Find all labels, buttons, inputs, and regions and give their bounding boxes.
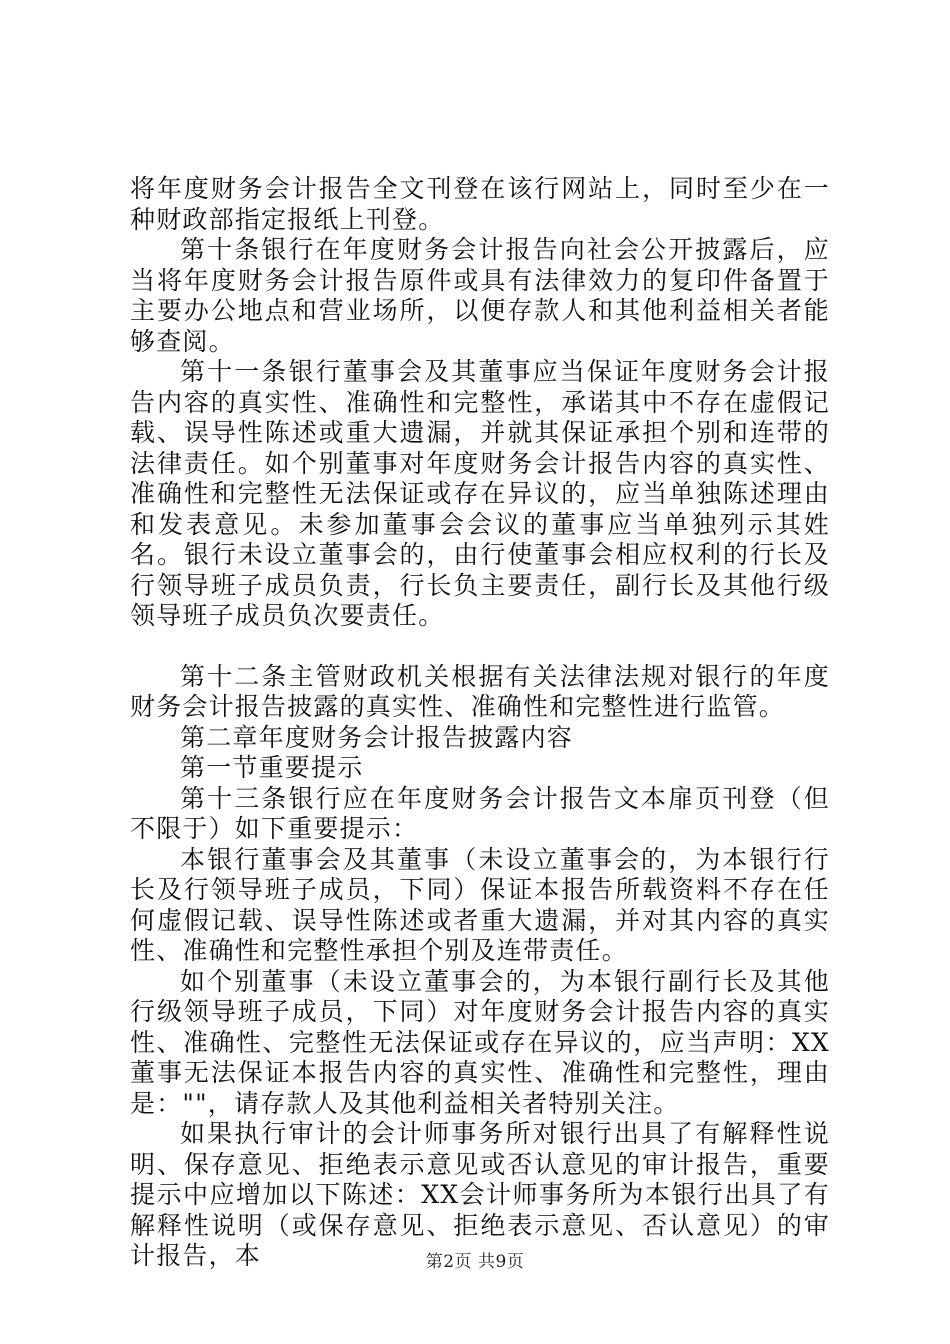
paragraph-article-12: 第十二条主管财政机关根据有关法律法规对银行的年度财务会计报告披露的真实性、准确性和完整性进行监管。 [130,661,830,721]
paragraph-director-objection: 如个别董事（未设立董事会的，为本银行副行长及其他行级领导班子成员，下同）对年度财务会计报告内容的真实性、准确性、完整性无法保证或存在异议的，应当声明：XX董事无法保证本报告内容的真实性、准确性和完整性，理由是：""，请存款人及其他利益相关者特别关注。 [130,966,830,1118]
paragraph-article-10: 第十条银行在年度财务会计报告向社会公开披露后，应当将年度财务会计报告原件或具有法律效力的复印件备置于主要办公地点和营业场所，以便存款人和其他利益相关者能够查阅。 [130,235,830,356]
section-heading: 第一节重要提示 [180,753,364,782]
chapter-heading: 第二章年度财务会计报告披露内容 [180,722,574,752]
document-body [130,174,830,1272]
paragraph-audit-opinion: 如果执行审计的会计师事务所对银行出具了有解释性说明、保存意见、拒绝表示意见或否认意见的审计报告，重要提示中应增加以下陈述：XX会计师事务所为本银行出具了有解释性说明（或保存意见、拒绝表示意见、否认意见）的审计报告，本 [130,1119,830,1270]
paragraph-article-13: 第十三条银行应在年度财务会计报告文本扉页刊登（但不限于）如下重要提示： [130,783,830,843]
paragraph-continuation: 将年度财务会计报告全文刊登在该行网站上，同时至少在一种财政部指定报纸上刊登。 [130,174,830,234]
page-number: 第2页 共9页 [425,1252,525,1272]
paragraph-board-statement: 本银行董事会及其董事（未设立董事会的，为本银行行长及行领导班子成员，下同）保证本报告所载资料不存在任何虚假记载、误导性陈述或者重大遗漏，并对其内容的真实性、准确性和完整性承担个别及连带责任。 [130,844,830,965]
paragraph-article-11: 第十一条银行董事会及其董事应当保证年度财务会计报告内容的真实性、准确性和完整性，承诺其中不存在虚假记载、误导性陈述或重大遗漏，并就其保证承担个别和连带的法律责任。如个别董事对年度财务会计报告内容的真实性、准确性和完整性无法保证或存在异议的，应当单独陈述理由和发表意见。未参加董事会会议的董事应当单独列示其姓名。银行未设立董事会的，由行使董事会相应权利的行长及行领导班子成员负责，行长负主要责任，副行长及其他行级领导班子成员负次要责任。 [130,357,830,630]
